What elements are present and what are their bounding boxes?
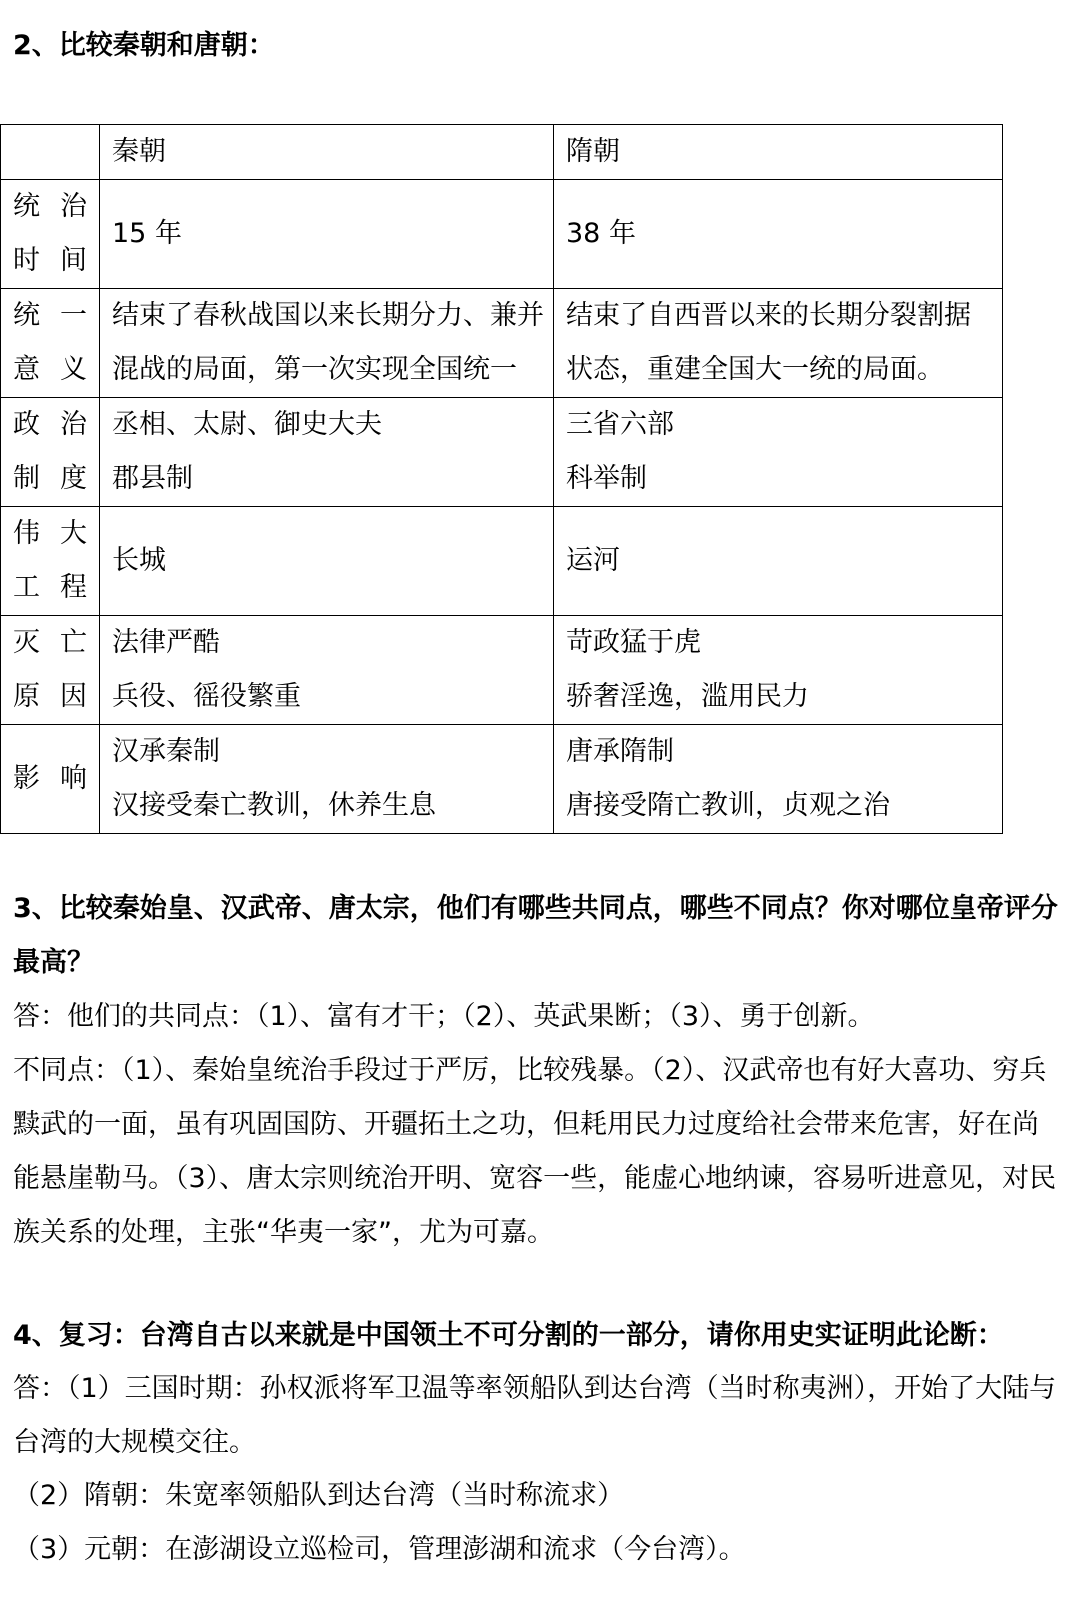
cell-sui — [554, 398, 1003, 507]
table-header-corner — [1, 125, 100, 180]
section4-answer-2: （2）隋朝：朱宽率领船队到达台湾（当时称流求） — [13, 1480, 625, 1511]
table-row — [1, 616, 1003, 725]
cell-sui — [554, 725, 1003, 834]
row-label: 政 治 制度 — [1, 398, 100, 507]
cell-line: 丞相、太尉、御史大夫 — [112, 409, 382, 440]
cell-line: 法律严酷 — [112, 627, 220, 658]
row-label: 统 治 时间 — [1, 180, 100, 289]
cell-sui — [554, 289, 1003, 398]
section4-answer-1: 答：（1）三国时期：孙权派将军卫温等率领船队到达台湾（当时称夷洲），开始了大陆与台湾的大规模交往。 — [13, 1373, 1057, 1458]
table-header-row — [1, 125, 1003, 180]
table-row — [1, 289, 1003, 398]
cell-line: 兵役、徭役繁重 — [112, 681, 301, 712]
section3-question: 3、比较秦始皇、汉武帝、唐太宗，他们有哪些共同点，哪些不同点？你对哪位皇帝评分最高？ — [13, 893, 1058, 978]
cell-sui — [554, 180, 1003, 289]
cell-line: 长城 — [112, 545, 166, 576]
comparison-table — [0, 124, 1003, 834]
cell-line: 38 年 — [566, 218, 636, 249]
row-label: 影响 — [1, 725, 100, 834]
section4-question: 4、复习：台湾自古以来就是中国领土不可分割的一部分，请你用史实证明此论断： — [13, 1320, 1004, 1351]
cell-line: 汉承秦制 — [112, 736, 220, 767]
section4-answer-3: （3）元朝：在澎湖设立巡检司，管理澎湖和流求（今台湾）。 — [13, 1534, 746, 1565]
cell-qin — [100, 616, 554, 725]
section2-title: 2、比较秦朝和唐朝： — [13, 30, 275, 61]
table-row — [1, 725, 1003, 834]
cell-line: 科举制 — [566, 463, 647, 494]
table-row — [1, 180, 1003, 289]
cell-line: 唐接受隋亡教训，贞观之治 — [566, 790, 890, 821]
table-row — [1, 507, 1003, 616]
row-label: 统 一 意义 — [1, 289, 100, 398]
cell-qin — [100, 180, 554, 289]
cell-line: 三省六部 — [566, 409, 674, 440]
cell-line: 结束了自西晋以来的长期分裂割据 — [566, 300, 971, 331]
cell-line: 结束了春秋战国以来长期分力、兼并 — [112, 300, 544, 331]
table-row — [1, 398, 1003, 507]
section3-answer-diff: 不同点：（1）、秦始皇统治手段过于严厉，比较残暴。（2）、汉武帝也有好大喜功、穷兵黩武的一面，虽有巩固国防、开疆拓土之功，但耗用民力过度给社会带来危害，好在尚能悬崖勒马。（3）、唐太宗则统治开明、宽容一些，能虚心地纳谏，容易听进意见，对民族关系的处理，主张“华夷一家”，尤为可嘉。 — [13, 1055, 1057, 1248]
cell-line: 状态，重建全国大一统的局面。 — [566, 354, 944, 385]
cell-line: 唐承隋制 — [566, 736, 674, 767]
cell-line: 汉接受秦亡教训，休养生息 — [112, 790, 436, 821]
table-header-sui: 隋朝 — [554, 125, 1003, 180]
cell-sui — [554, 616, 1003, 725]
row-label: 伟 大 工程 — [1, 507, 100, 616]
cell-qin — [100, 725, 554, 834]
cell-line: 郡县制 — [112, 463, 193, 494]
cell-sui — [554, 507, 1003, 616]
cell-line: 苛政猛于虎 — [566, 627, 701, 658]
cell-qin — [100, 289, 554, 398]
cell-line: 运河 — [566, 545, 620, 576]
section3-answer-common: 答：他们的共同点：（1）、富有才干；（2）、英武果断；（3）、勇于创新。 — [13, 1001, 875, 1032]
cell-line: 混战的局面，第一次实现全国统一 — [112, 354, 517, 385]
cell-qin — [100, 507, 554, 616]
cell-line: 骄奢淫逸，滥用民力 — [566, 681, 809, 712]
cell-qin — [100, 398, 554, 507]
cell-line: 15 年 — [112, 218, 182, 249]
row-label: 灭 亡 原因 — [1, 616, 100, 725]
table-header-qin: 秦朝 — [100, 125, 554, 180]
